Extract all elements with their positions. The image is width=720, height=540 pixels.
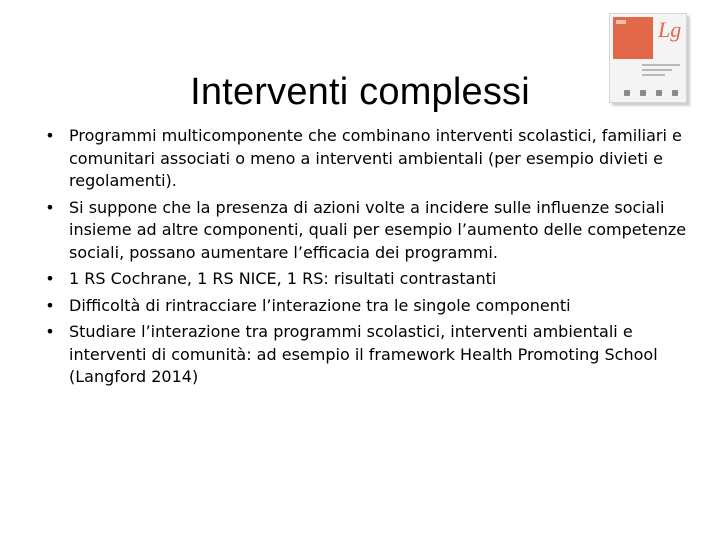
bullet-text: Programmi multicomponente che combinano interventi scolastici, familiari e comunitari associati o meno a interventi ambientali (per esempio divieti e regolamenti). (69, 126, 682, 190)
cover-line (642, 74, 665, 76)
cover-footer-logo (640, 90, 646, 96)
slide-title: Interventi complessi (190, 71, 530, 114)
bullet-list (44, 125, 704, 389)
bullet-text: Studiare l’interazione tra programmi scolastici, interventi ambientali e interventi di comunità: ad esempio il framework Health Promoting School (Langford 2014) (69, 322, 658, 386)
cover-footer-logo (656, 90, 662, 96)
bullet-icon: • (45, 295, 55, 315)
cover-line (642, 69, 672, 71)
cover-color-band (613, 17, 653, 59)
slide-body (44, 125, 704, 393)
bullet-icon: • (45, 322, 55, 341)
bullet-text: 1 RS Cochrane, 1 RS NICE, 1 RS: risultati contrastanti (69, 269, 497, 288)
book-cover-thumbnail (609, 13, 687, 103)
bullet-item (44, 268, 704, 291)
cover-band-detail (616, 20, 626, 24)
cover-line (642, 64, 680, 66)
cover-logo: Lg (658, 17, 682, 42)
bullet-item (44, 197, 704, 265)
bullet-item (44, 125, 704, 193)
bullet-icon: • (45, 126, 55, 145)
bullet-icon: • (45, 197, 55, 217)
bullet-text: Difficoltà di rintracciare l’interazione tra le singole componenti (69, 295, 571, 315)
bullet-icon: • (45, 269, 55, 288)
cover-footer-logos (616, 90, 680, 96)
cover-text-lines (642, 64, 680, 79)
bullet-item (44, 295, 704, 318)
bullet-item (44, 321, 704, 389)
bullet-text: Si suppone che la presenza di azioni volte a incidere sulle influenze sociali insieme ad altre componenti, quali per esempio l’aumento delle competenze sociali, possano aumentare l’efficacia dei programmi. (69, 197, 687, 262)
cover-footer-logo (624, 90, 630, 96)
cover-footer-logo (672, 90, 678, 96)
